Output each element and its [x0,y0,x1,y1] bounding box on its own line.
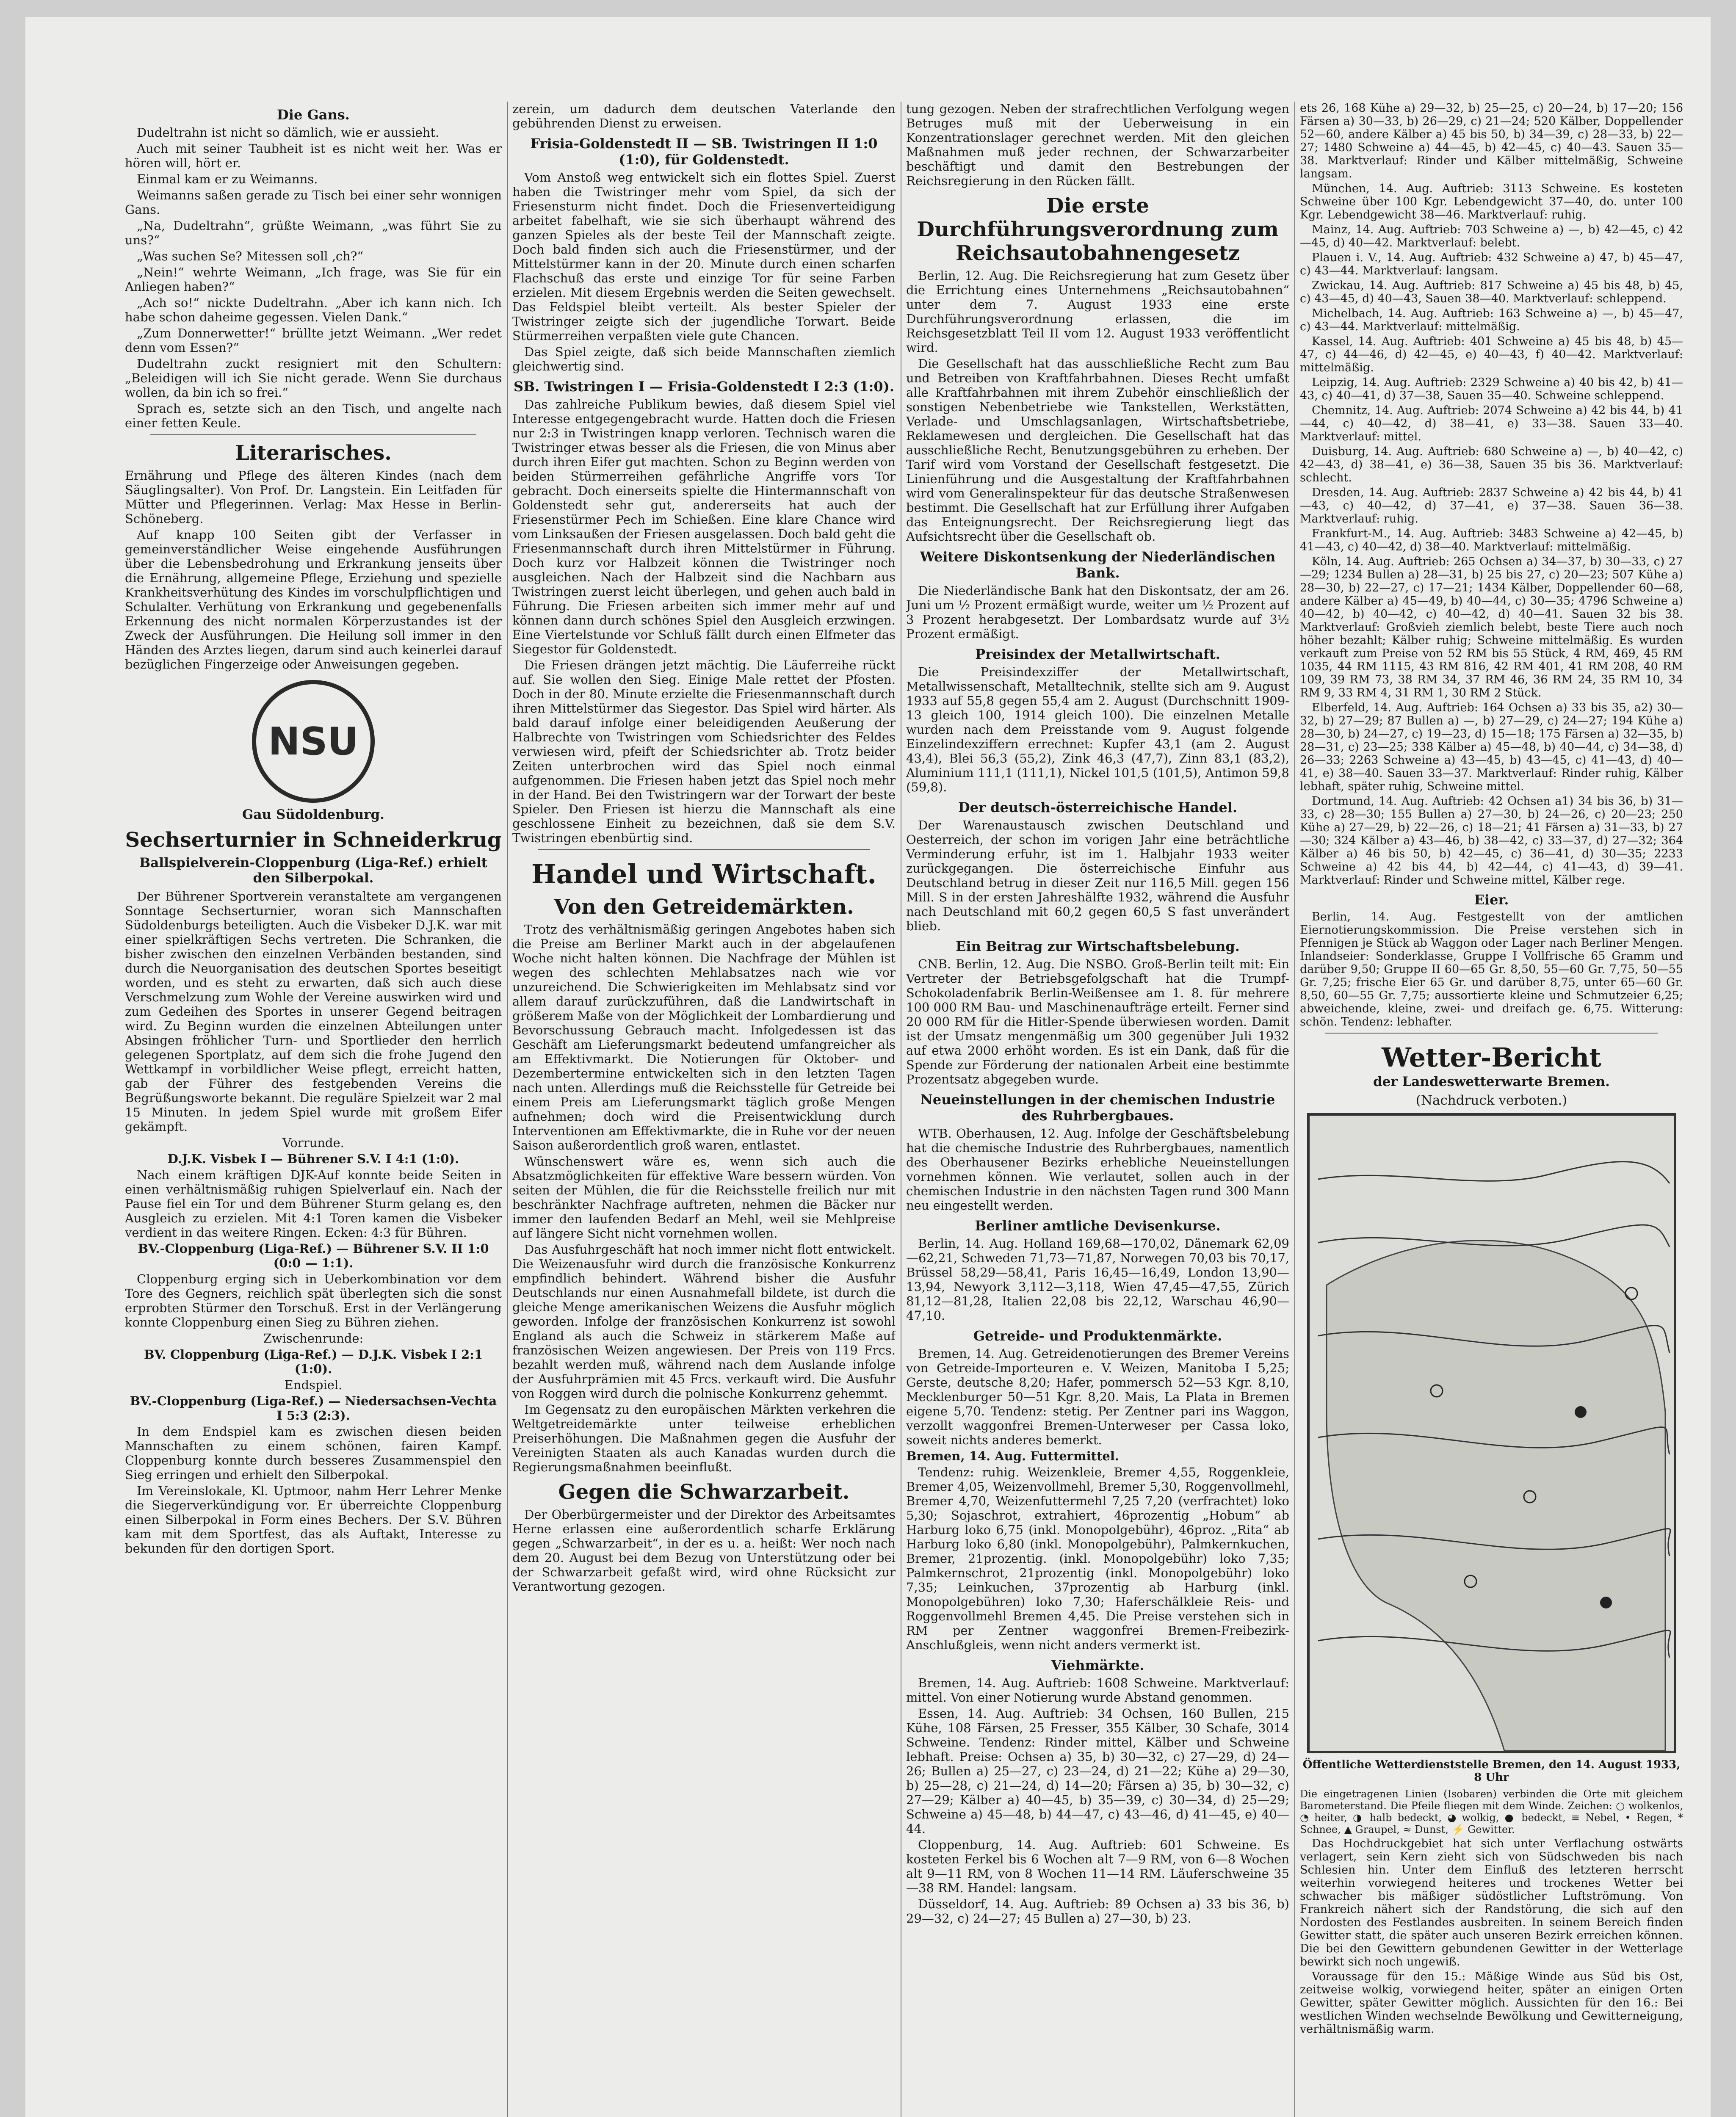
paragraph: „Was suchen Se? Mitessen soll ‚ch?“ [137,249,364,263]
headline-produktenmaerkte: Getreide- und Produktenmärkte. [973,1328,1222,1344]
headline-sechserturnier: Sechserturnier in Schneiderkrug [125,828,502,852]
paragraph: Auf knapp 100 Seiten gibt der Verfasser in gemeinverständlicher Weise eingehende Ausführungen über die Lebensbedrohung und Erkrankung jenseits über die Ernährung, allgemeine Pflege, Erziehung und spezielle Krankheitsverhütung des Kindes im vorschulpflichtigen und Schulalter. Verhütung von Erkrankung und gegebenenfalls Erkennung des nicht normalen Körperzustandes ist der Zweck der Ausführungen. Die Heilung soll immer in den Händen des Arztes liegen, darum sind auch keinerlei darauf bezüglichen Fingerzeige oder Anweisungen gegeben. [125,528,502,672]
subsection-label: Endspiel. [284,1378,343,1392]
match-result: BV. Cloppenburg (Liga-Ref.) — D.J.K. Visbek I 2:1 (1:0). [144,1347,483,1376]
match-title: Frisia-Goldenstedt II — SB. Twistringen II 1:0 (1:0), für Goldenstedt. [530,135,878,168]
paragraph: Das zahlreiche Publikum bewies, daß diesem Spiel viel Interesse entgegengebracht wurde. Hatten doch die Friesen nur 2:3 in Twistringen knapp verloren. Technisch waren die Twistringer etwas besser als die Friesen, die von Minus aber durch ihren Eifer gut machten. Schon zu Beginn werden von beiden Stürmerreihen gefährliche Angriffe vors Tor gebracht. Doch einerseits spielte die Hintermannschaft von Goldenstedt sehr gut, andererseits hat auch der Friesenstürmer Pech im Schießen. Eine klare Chance wird vom Linksaußen der Friesen ausgelassen. Doch bald geht die Friesenmannschaft durch ihren Mittelstürmer in Führung. Doch kurz vor Halbzeit können die Twistringer noch ausgleichen. Nach der Halbzeit sind die Nachbarn aus Twistringen zuerst leicht überlegen, und gehen auch bald in Führung. Die Friesen arbeiten sich immer mehr auf und können dann durch schönes Spiel den Ausgleich erzwingen. Eine Viertelstunde vor Schluß fällt durch einen Elfmeter das Siegestor für Goldenstedt. [512,397,896,656]
paragraph: Bremen, 14. Aug. Getreidenotierungen des Bremer Vereins von Getreide-Importeuren e. V. Weizen, Manitoba I 5,25; Gerste, deutsche 8,20; Hafer, pommersch 52—53 Kgr. 8,10, Mecklenburger 50—51 Kgr. 8,20. Mais, La Plata in Bremen eigene 5,70. Tendenz: stetig. Per Zentner pari ins Waggon, verzollt waggonfrei Bremen-Unterweser per Cassa loko, soweit nichts anderes bemerkt. [906,1346,1289,1447]
paragraph: Wünschenswert wäre es, wenn sich auch die Absatzmöglichkeiten für effektive Ware bessern würden. Von seiten der Mühlen, die für die Reichsstelle freilich nur mit beschränkter Nachfrage auftreten, nehmen die Bäcker nur immer den laufenden Bedarf an Mehl, weil sie Mehlpreise auf längere Sicht nicht vornehmen wollen. [512,1154,896,1241]
paragraph: Die Preisindexziffer der Metallwirtschaft, Metallwissenschaft, Metalltechnik, stellte sich am 9. August 1933 auf 55,8 gegen 55,4 am 2. August (Durchschnitt 1909-13 gleich 100, 1914 gleich 100). Die einzelnen Metalle wurden nach dem Preisstande vom 9. August folgende Einzelindexziffern errechnet: Kupfer 43,1 (am 2. August 43,4), Blei 56,3 (55,2), Zink 46,3 (47,7), Zinn 83,1 (83,2), Aluminium 111,1 (111,1), Nickel 101,5 (101,5), Antimon 59,8 (59,8). [906,665,1289,794]
paragraph: Die Friesen drängen jetzt mächtig. Die Läuferreihe rückt auf. Sie wollen den Sieg. Einige Male rettet der Pfosten. Doch in der 80. Minute erzielte die Friesenmannschaft durch ihren Mittelstürmer das Siegestor. Das Spiel wird härter. Als bald darauf infolge einer beleidigenden Aeußerung der Halbrechte von Twistringen vom Schiedsrichter des Feldes verwiesen wird, pfeift der Schiedsrichter ab. Trotz beider Zeiten unterbrochen wird das Spiel noch einmal aufgenommen. Die Friesen haben jetzt das Spiel noch mehr in der Hand. Bei den Twistringern war der Torwart der beste Spieler. Den Friesen ist hierzu die Mannschaft als eine geschlossene Einheit zu bezeichnen, daß sie dem S.V. Twistringen ebenbürtig sind. [512,658,896,845]
column-3 [906,102,1289,2117]
weather-legend: Die eingetragenen Linien (Isobaren) verbinden die Orte mit gleichem Barometerstand. Die Pfeile fliegen mit dem Winde. Zeichen: ○ wolkenlos, ◔ heiter, ◑ halb bedeckt, ◕ wolkig, ● bedeckt, ≡ Nebel, • Regen, * Schnee, ▲ Graupel, ≈ Dunst, ⚡ Gewitter. [1300,1788,1683,1835]
paragraph: Dresden, 14. Aug. Auftrieb: 2837 Schweine a) 42 bis 44, b) 41—43, c) 40—42, d) 37—41, e) 37—38. Sauen 36—38. Marktverlauf: ruhig. [1300,486,1683,525]
paragraph: Das Spiel zeigte, daß sich beide Mannschaften ziemlich gleichwertig sind. [512,345,896,373]
paragraph: „Zum Donnerwetter!“ brüllte jetzt Weimann. „Wer redet denn vom Essen?“ [125,326,502,355]
paragraph: Chemnitz, 14. Aug. Auftrieb: 2074 Schweine a) 42 bis 44, b) 41—44, c) 40—42, d) 38—41, e) 33—38. Sauen 33—40. Marktverlauf: mittel. [1300,404,1683,443]
weather-map [1307,1113,1676,1753]
paragraph: Duisburg, 14. Aug. Auftrieb: 680 Schweine a) —, b) 40—42, c) 42—43, d) 38—41, e) 36—38, Sauen 35 bis 36. Marktverlauf: schlecht. [1300,445,1683,484]
paragraph: Dudeltrahn zuckt resigniert mit den Schultern: „Beleidigen will ich Sie nicht gerade. Wenn Sie durchaus wollen, da bin ich so frei.“ [125,357,502,400]
paragraph: Dortmund, 14. Aug. Auftrieb: 42 Ochsen a1) 34 bis 36, b) 31—33, c) 28—30; 155 Bullen a) 27—30, b) 24—26, c) 20—23; 250 Kühe a) 27—29, b) 22—26, c) 18—21; 41 Färsen a) 31—33, b) 27—30; 324 Kälber a) 43—46, b) 38—42, c) 33—37, d) 27—32; 364 Kälber a) 46 bis 50, b) 42—45, c) 36—41, d) 30—35; 2233 Schweine a) 42 bis 44, b) 42—44, c) 41—43, d) 39—41. Marktverlauf: Rinder und Schweine mittel, Kälber rege. [1300,795,1683,887]
paragraph: Essen, 14. Aug. Auftrieb: 34 Ochsen, 160 Bullen, 215 Kühe, 108 Färsen, 25 Fresser, 355 Kälber, 30 Schafe, 3014 Schweine. Tendenz: Rinder mittel, Kälber und Schweine lebhaft. Preise: Ochsen a) 35, b) 30—32, c) 27—29, d) 24—26; Bullen a) 25—27, c) 23—24, d) 21—22; Kühe a) 29—30, b) 25—28, c) 21—24, d) 14—20; Färsen a) 35, b) 30—32, c) 27—29; Kälber a) 40—45, b) 35—39, c) 30—34, d) 25—29; Schweine a) 45—48, b) 44—47, c) 43—46, d) 41—45, e) 40—44. [906,1706,1289,1836]
paragraph: Sprach es, setzte sich an den Tisch, und angelte nach einer fetten Keule. [125,401,502,430]
match-result: BV.-Cloppenburg (Liga-Ref.) — Bührener S.V. II 1:0 (0:0 — 1:1). [138,1241,489,1270]
weather-map-caption: Öffentliche Wetterdienststelle Bremen, den 14. August 1933, 8 Uhr [1302,1758,1681,1784]
paragraph: Köln, 14. Aug. Auftrieb: 265 Ochsen a) 34—37, b) 30—33, c) 27—29; 1234 Bullen a) 28—31, b) 25 bis 27, c) 20—23; 507 Kühe a) 28—30, b) 22—27, c) 17—21; 1434 Kälber, Doppellender 60—68, andere Kälber a) 45—49, b) 40—44, c) 30—35; 4796 Schweine a) 40—42, b) 40—42, c) 40—42, d) 40—41. Sauen 32 bis 38. Marktverlauf: Großvieh ziemlich belebt, beste Tiere auch noch höher bezahlt; Kälber ruhig; Schweine mittelmäßig. Es wurden verkauft zum Preise von 52 RM bis 55 Stück, 4 RM, 469, 45 RM 1035, 44 RM 1115, 43 RM 816, 42 RM 401, 41 RM 208, 40 RM 109, 39 RM 73, 38 RM 34, 37 RM 46, 36 RM 24, 35 RM 10, 34 RM 9, 33 RM 4, 31 RM 1, 30 RM 2 Stück. [1300,555,1683,699]
paragraph: Michelbach, 14. Aug. Auftrieb: 163 Schweine a) —, b) 45—47, c) 43—44. Marktverlauf: mittelmäßig. [1300,307,1683,333]
paragraph: Düsseldorf, 14. Aug. Auftrieb: 89 Ochsen a) 33 bis 36, b) 29—32, c) 24—27; 45 Bullen a) 27—30, b) 23. [906,1897,1289,1926]
reprint-note: (Nachdruck verboten.) [1415,1093,1567,1108]
column-4 [1300,102,1683,2117]
paragraph: Berlin, 14. Aug. Festgestellt von der amtlichen Eiernotierungskommission. Die Preise verstehen sich in Pfennigen je Stück ab Waggon oder Lager nach Berliner Mengen. Inlandseier: Sonderklasse, Gruppe I Vollfrische 65 Gramm und darüber 9,50; Gruppe II 60—65 Gr. 8,50, 55—60 Gr. 7,75, 50—55 Gr. 7,25; frische Eier 65 Gr. und darüber 8,75, unter 65—60 Gr. 8,50, 60—55 Gr. 7,75; aussortierte kleine und Schmutzeier 6,25; abweichende, kleine, zwei- und dreifach ge. 6,75. Witterung: schön. Tendenz: lebhafter. [1300,910,1683,1028]
paragraph: tung gezogen. Neben der strafrechtlichen Verfolgung wegen Betruges muß mit der Ueberweisung in ein Konzentrationslager gerechnet werden. Mit den gleichen Maßnahmen muß jeder rechnen, der Schwarzarbeiter beschäftigt und damit den Bestrebungen der Reichsregierung in den Rücken fällt. [906,102,1289,188]
paragraph: München, 14. Aug. Auftrieb: 3113 Schweine. Es kosteten Schweine über 100 Kgr. Lebendgewicht 37—40, do. unter 100 Kgr. Lebendgewicht 38—46. Marktverlauf: ruhig. [1300,182,1683,221]
paragraph: Tendenz: ruhig. Weizenkleie, Bremer 4,55, Roggenkleie, Bremer 4,05, Weizenvollmehl, Bremer 5,30, Roggenvollmehl, Bremer 4,70, Weizenfuttermehl 7,25 7,20 (verfrachtet) loko 5,30; Sojaschrot, extrahiert, 46prozentig „Hobum“ ab Harburg loko 6,75 (inkl. Monopolgebühr), 46proz. „Rita“ ab Harburg loko 6,80 (inkl. Monopolgebühr), Palmkernkuchen, Bremer, 21prozentig. (inkl. Monopolgebühr) loko 7,35; Palmkernschrot, 21prozentig (inkl. Monopolgebühr) loko 7,35; Leinkuchen, 37prozentig ab Harburg (inkl. Monopolgebühren) loko 7,30; Haferschälkleie Reis- und Roggenvollmehl Bremen 4,45. Die Preise verstehen sich in RM per Zentner waggonfrei Bremen-Freibezirk-Anschlußgleis, wenn nicht anders vermerkt ist. [906,1465,1289,1652]
headline-getreidemaerkte: Von den Getreidemärkten. [554,895,854,919]
paragraph: Der Bührener Sportverein veranstaltete am vergangenen Sonntage Sechserturnier, woran sich Mannschaften Südoldenburgs beteiligten. Auch die Visbeker D.J.K. war mit einer spielkräftigen Sechs vertreten. Die Schranken, die bisher zwischen den einzelnen Verbänden bestanden, sind durch die Neuorganisation des deutschen Sportes beseitigt worden, und es steht zu erwarten, daß sich auch diese Verschmelzung zum Wohle der Vereine auswirken wird und zum Gedeihen des Sportes in unserer Gegend beitragen wird. Zu Beginn wurden die einzelnen Abteilungen unter Absingen fröhlicher Turn- und Sportlieder den herrlich gelegenen Sportplatz, auf dem sich die frohe Jugend den Wettkampf in vorbildlicher Weise pflegt, erreicht hatten, gab der Führer des festgebenden Vereins die Begrüßungsworte bekannt. Die reguläre Spielzeit war 2 mal 15 Minuten. In jedem Spiel wurde mit großem Eifer gekämpft. [125,889,502,1134]
paragraph: „Na, Dudeltrahn“, grüßte Weimann, „was führt Sie zu uns?“ [125,218,502,247]
paragraph: Berlin, 14. Aug. Holland 169,68—170,02, Dänemark 62,09—62,21, Schweden 71,73—71,87, Norwegen 70,03 bis 70,17, Brüssel 58,29—58,41, Paris 16,45—16,49, London 13,90—13,94, Newyork 3,112—3,118, Wien 47,45—47,55, Zürich 81,12—81,28, Italien 22,08 bis 22,12, Warschau 46,90—47,10. [906,1236,1289,1323]
paragraph: ets 26, 168 Kühe a) 29—32, b) 25—25, c) 20—24, b) 17—20; 156 Färsen a) 30—33, b) 26—29, c) 21—24; 520 Kälber, Doppellender 52—60, andere Kälber a) 45 bis 50, b) 34—39, c) 28—33, b) 22—27; 1480 Schweine a) 44—45, b) 42—45, c) 40—43. Sauen 35—38. Marktverlauf: Rinder und Kälber mittelmäßig, Schweine langsam. [1300,102,1683,180]
headline-devisenkurse: Berliner amtliche Devisenkurse. [975,1218,1221,1234]
section-title-literarisches: Literarisches. [235,441,392,465]
headline-viehmaerkte: Viehmärkte. [1051,1657,1144,1673]
section-title-handel: Handel und Wirtschaft. [531,859,877,890]
headline-wetterbericht: Wetter-Bericht [1382,1042,1601,1073]
headline-oesterreich: Der deutsch-österreichische Handel. [958,799,1238,815]
headline-wirtschaftsbelebung: Ein Beitrag zur Wirtschaftsbelebung. [956,938,1240,954]
paragraph: Trotz des verhältnismäßig geringen Angebotes haben sich die Preise am Berliner Markt auch in der abgelaufenen Woche nicht halten können. Die Nachfrage der Mühlen ist wegen des schlechten Mehlabsatzes nach wie vor unzureichend. Die Schwierigkeiten im Mehlabsatz sind vor allem darauf zurückzuführen, daß die Landwirtschaft in größerem Maße von der Möglichkeit der Lombardierung und Bevorschussung Gebrauch macht. Infolgedessen ist das Geschäft am Lieferungsmarkt bedeutend umfangreicher als am Effektivmarkt. Die Notierungen für Oktober- und Dezembertermine entwickelten sich in den letzten Tagen nach unten. Allerdings muß die Reichsstelle für Getreide bei einem Preis am Lieferungsmarkt täglich große Mengen aufnehmen; doch wird die Preisentwicklung durch Interventionen am Effektivmarkte, die in Ruhe vor der neuen Saison außerordentlich groß waren, entlastet. [512,922,896,1152]
paragraph: Die Gesellschaft hat das ausschließliche Recht zum Bau und Betreiben von Kraftfahrbahnen. Dieses Recht umfaßt alle Kraftfahrbahnen mit ihrem Zubehör einschließlich der sonstigen Nebenbetriebe wie Tankstellen, Werkstätten, Verlade- und Umschlagsanlagen, Wirtschaftsbetriebe, Reklamewesen und dergleichen. Die Gesellschaft hat das ausschließliche Recht, Benutzungsgebühren zu erheben. Der Tarif wird vom Vorstand der Gesellschaft festgesetzt. Die Linienführung und die Ausgestaltung der Kraftfahrbahnen wird vom Generalinspekteur für das deutsche Straßenwesen bestimmt. Die Gesellschaft hat zur Erfüllung ihrer Aufgaben das Enteignungsrecht. Der Reichsregierung liegt das Aufsichtsrecht über die Gesellschaft ob. [906,357,1289,544]
paragraph: Das Hochdruckgebiet hat sich unter Verflachung ostwärts verlagert, sein Kern zieht sich von Südschweden bis nach Schlesien hin. Unter dem Einfluß des letzteren herrscht weiterhin vorwiegend heiteres und trockenes Wetter bei schwacher bis mäßiger südöstlicher Luftströmung. Von Frankreich nähert sich der Randstörung, die sich auf den Nordosten des Festlandes ausbreiten. In seinem Bereich finden Gewitter statt, die später auch unseren Bezirk erreichen können. Die bei den Gewittern gebundenen Gewitter in der Wetterlage bewirkt sich noch ungewiß. [1300,1837,1683,1968]
paragraph: Frankfurt-M., 14. Aug. Auftrieb: 3483 Schweine a) 42—45, b) 41—43, c) 40—42, d) 38—40. Marktverlauf: mittelmäßig. [1300,527,1683,553]
match-title: SB. Twistringen I — Frisia-Goldenstedt I 2:3 (1:0). [514,379,894,395]
subheadline: Ballspielverein-Cloppenburg (Liga-Ref.) erhielt den Silberpokal. [139,855,487,886]
subsection-label: Vorrunde. [282,1136,344,1150]
paragraph: Plauen i. V., 14. Aug. Auftrieb: 432 Schweine a) 47, b) 45—47, c) 43—44. Marktverlauf: langsam. [1300,251,1683,277]
paragraph: Zwickau, 14. Aug. Auftrieb: 817 Schweine a) 45 bis 48, b) 45, c) 43—45, d) 40—43, Sauen 38—40. Marktverlauf: schleppend. [1300,279,1683,305]
paragraph: Voraussage für den 15.: Mäßige Winde aus Süd bis Ost, zeitweise wolkig, vorwiegend heiter, später an einigen Orten Gewitter, später Gewitter möglich. Aussichten für den 16.: Bei westlichen Winden wechselnde Bewölkung und Gewitterneigung, verhältnismäßig warm. [1300,1970,1683,2036]
story-title: Die Gans. [277,107,350,123]
paragraph: WTB. Oberhausen, 12. Aug. Infolge der Geschäftsbelebung hat die chemische Industrie des Ruhrbergbaues, namentlich des Oberhausener Bezirks erhebliche Neueinstellungen vornehmen können. Wie verlautet, sollen auch in der chemischen Industrie in den nächsten Tagen rund 300 Mann neu eingestellt werden. [906,1126,1289,1213]
paragraph: Bremen, 14. Aug. Auftrieb: 1608 Schweine. Marktverlauf: mittel. Von einer Notierung wurde Abstand genommen. [906,1676,1289,1705]
subheadline: der Landeswetterwarte Bremen. [1373,1074,1610,1089]
headline-autobahn: Die erste Durchführungsverordnung zum Reichsautobahnengesetz [917,194,1279,265]
nsu-logo-icon: NSU [252,680,375,803]
headline-metallwirtschaft: Preisindex der Metallwirtschaft. [975,646,1220,662]
paragraph: Der Warenaustausch zwischen Deutschland und Oesterreich, der schon im vorigen Jahr eine beträchtliche Verminderung erfuhr, ist im 1. Halbjahr 1933 weiter zurückgegangen. Die österreichische Einfuhr aus Deutschland betrug in dieser Zeit nur 116,5 Mill. gegen 156 Mill. S in der ersten Jahreshälfte 1932, während die Ausfuhr nach Deutschland mit 60,2 gegen 60,5 S fast unverändert blieb. [906,818,1289,933]
headline-chemische-industrie: Neueinstellungen in der chemischen Industrie des Ruhrbergbaues. [920,1092,1275,1124]
paragraph: CNB. Berlin, 12. Aug. Die NSBO. Groß-Berlin teilt mit: Ein Vertreter der Betriebsgefolgschaft hat die Trumpf-Schokoladenfabrik Berlin-Weißensee am 1. 8. für mehrere 100 000 RM Bau- und Maschinenaufträge erteilt. Ferner sind 20 000 RM für die Hitler-Spende überwiesen worden. Damit ist der Umsatz mengenmäßig um 300 gegenüber Juli 1932 auf etwa 2000 erhöht worden. Es ist ein Dank, daß für die Spende zur Förderung der nationalen Arbeit eine bestimmte Prozentsatz abgegeben wurde. [906,957,1289,1086]
paragraph: In dem Endspiel kam es zwischen diesen beiden Mannschaften zu einem schönen, fairen Kampf. Cloppenburg konnte durch besseres Zusammenspiel den Sieg erringen und erhielt den Silberpokal. [125,1424,502,1482]
column-2 [512,102,896,2117]
paragraph: Mainz, 14. Aug. Auftrieb: 703 Schweine a) —, b) 42—45, c) 42—45, d) 40—42. Marktverlauf: belebt. [1300,223,1683,249]
match-result: BV.-Cloppenburg (Liga-Ref.) — Niedersachsen-Vechta I 5:3 (2:3). [130,1394,497,1423]
paragraph: Kassel, 14. Aug. Auftrieb: 401 Schweine a) 45 bis 48, b) 45—47, c) 44—46, d) 42—45, e) 40—43, f) 40—42. Marktverlauf: mittelmäßig. [1300,335,1683,374]
divider [150,434,476,435]
paragraph: Cloppenburg, 14. Aug. Auftrieb: 601 Schweine. Es kosteten Ferkel bis 6 Wochen alt 7—9 RM, von 6—8 Wochen alt 9—11 RM, von 8 Wochen 11—14 RM. Läuferschweine 35—38 RM. Handel: langsam. [906,1838,1289,1895]
story-body [125,125,502,430]
paragraph: Nach einem kräftigen DJK-Auf konnte beide Seiten in einen verhältnismäßig ruhigen Spielverlauf ein. Nach der Pause fiel ein Tor und dem Bührener Sturm gelang es, den Ausgleich zu erzielen. Mit 4:1 Toren kamen die Visbeker verdient in das weitere Ringen. Ecken: 4:3 für Bühren. [125,1168,502,1240]
paragraph: Ernährung und Pflege des älteren Kindes (nach dem Säuglingsalter). Von Prof. Dr. Langstein. Ein Leitfaden für Mütter und Pflegerinnen. Verlag: Max Hesse in Berlin-Schöneberg. [125,468,502,526]
paragraph: zerein, um dadurch dem deutschen Vaterlande den gebührenden Dienst zu erweisen. [512,102,896,130]
paragraph: Elberfeld, 14. Aug. Auftrieb: 164 Ochsen a) 33 bis 35, a2) 30—32, b) 27—29; 87 Bullen a) —, b) 27—29, c) 24—27; 194 Kühe a) 28—30, b) 24—27, c) 19—23, d) 15—18; 175 Färsen a) 32—35, b) 28—31, c) 23—25; 338 Kälber a) 45—48, b) 40—44, c) 34—38, d) 26—33; 2263 Schweine a) 43—45, b) 43—45, c) 41—43, d) 40—41, e) 38—40. Sauen 33—37. Marktverlauf: Rinder ruhig, Kälber lebhaft, später ruhig, Schweine mittel. [1300,701,1683,793]
paragraph: Dudeltrahn ist nicht so dämlich, wie er aussieht. [137,125,440,140]
paragraph: „Ach so!“ nickte Dudeltrahn. „Aber ich kann nich. Ich habe schon daheime gegessen. Vielen Dank.“ [125,296,502,324]
paragraph: Weimanns saßen gerade zu Tisch bei einer sehr wonnigen Gans. [125,188,502,217]
paragraph: Auch mit seiner Taubheit ist es nicht weit her. Was er hören will, hört er. [125,141,502,170]
paragraph: Leipzig, 14. Aug. Auftrieb: 2329 Schweine a) 40 bis 42, b) 41—43, c) 40—41, d) 37—38, Sauen 35—40. Schweine schleppend. [1300,376,1683,402]
paragraph: Berlin, 12. Aug. Die Reichsregierung hat zum Gesetz über die Errichtung eines Unternehmens „Reichsautobahnen“ unter dem 7. August 1933 eine erste Durchführungsverordnung erlassen, die im Reichsgesetzblatt Teil II vom 12. August 1933 veröffentlicht wird. [906,268,1289,355]
subheadline: Bremen, 14. Aug. Futtermittel. [906,1449,1119,1463]
paragraph: Cloppenburg erging sich in Ueberkombination vor dem Tore des Gegners, reichlich spät überlegten sich die sonst erprobten Stürmer den Torschuß. Erst in der Verlängerung konnte Cloppenburg einen Sieg zu Bühren ziehen. [125,1272,502,1329]
paragraph: „Nein!“ wehrte Weimann, „Ich frage, was Sie für ein Anliegen haben?“ [125,265,502,294]
match-result: D.J.K. Visbek I — Bührener S.V. I 4:1 (1:0). [167,1152,459,1166]
paragraph: Im Gegensatz zu den europäischen Märkten verkehren die Weltgetreidemärkte unter teilweise erheblichen Preiserhöhungen. Die Maßnahmen gegen die Ausfuhr der Vereinigten Staaten als auch Kanadas wurden durch die Regierungsmaßnahmen beeinflußt. [512,1402,896,1474]
column-1 [125,102,502,2117]
divider [538,849,870,850]
column-rule [507,102,508,2117]
region-label: Gau Südoldenburg. [242,807,384,822]
subsection-label: Zwischenrunde: [263,1331,364,1346]
column-rule [1294,102,1295,2117]
divider [1325,1033,1658,1034]
headline-diskont: Weitere Diskontsenkung der Niederländischen Bank. [920,549,1276,581]
paragraph: Der Oberbürgermeister und der Direktor des Arbeitsamtes Herne erlassen eine außerordentlich scharfe Erklärung gegen „Schwarzarbeit“, in der es u. a. heißt: Wer noch nach dem 20. August bei dem Bezug von Unterstützung oder bei der Schwarzarbeit gefaßt wird, wird ohne Rücksicht zur Verantwortung gezogen. [512,1507,896,1594]
weather-map-drawing [1310,1116,1674,1751]
paragraph: Die Niederländische Bank hat den Diskontsatz, der am 26. Juni um ½ Prozent ermäßigt wurde, weiter um ½ Prozent auf 3 Prozent herabgesetzt. Der Lombardsatz wurde auf 3½ Prozent ermäßigt. [906,583,1289,641]
paragraph: Einmal kam er zu Weimanns. [137,172,318,186]
newspaper-page [25,17,1711,2117]
headline-eier: Eier. [1474,892,1509,908]
headline-schwarzarbeit: Gegen die Schwarzarbeit. [558,1480,850,1504]
paragraph: Vom Anstoß weg entwickelt sich ein flottes Spiel. Zuerst haben die Twistringer mehr vom Spiel, da sich der Friesensturm nicht findet. Doch die Friesenverteidigung arbeitet fabelhaft, wie sie sich überhaupt während des ganzen Spieles als der beste Teil der Mannschaft zeigte. Doch bald finden sich auch die Friesenstürmer, und der Mittelstürmer kann in der 20. Minute durch einen scharfen Flachschuß das erste und einzige Tor für seine Farben erzielen. Mit diesem Ergebnis werden die Seiten gewechselt. Das Feldspiel bleibt verteilt. Als bester Spieler der Twistringer zeigte sich der jugendliche Torwart. Beide Stürmerreihen verpaßten viele gute Chancen. [512,170,896,343]
paragraph: Das Ausfuhrgeschäft hat noch immer nicht flott entwickelt. Die Weizenausfuhr wird durch die französische Konkurrenz empfindlich behindert. Während bisher die Ausfuhr Deutschlands nur einen Ausnahmefall bildete, ist durch die gleiche Menge amerikanischen Weizens die Ausfuhr möglich geworden. Infolge der französischen Konkurrenz ist sowohl England als auch die Schweiz in stärkerem Maße auf französischen Weizen angewiesen. Der Preis von 119 Frcs. bezahlt werden muß, während nach dem Auslande infolge der Ausfuhrprämien mit 45 Frcs. verkauft wird. Die Ausfuhr von Roggen wird durch die polnische Konkurrenz gehemmt. [512,1242,896,1401]
paragraph: Im Vereinslokale, Kl. Uptmoor, nahm Herr Lehrer Menke die Siegerverkündigung vor. Er überreichte Cloppenburg einen Silberpokal in Form eines Bechers. Der S.V. Bühren kam mit dem Sportfest, das als Auftakt, Interesse zu bekunden für den dortigen Sport. [125,1484,502,1556]
